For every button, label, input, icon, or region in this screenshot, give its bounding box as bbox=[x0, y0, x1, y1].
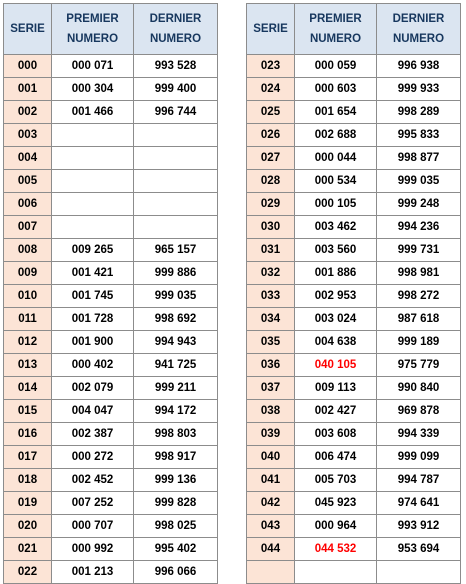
dernier-numero-cell: 999 099 bbox=[377, 446, 461, 469]
serie-cell: 025 bbox=[247, 101, 295, 124]
serie-cell: 016 bbox=[4, 423, 52, 446]
table-row bbox=[247, 446, 461, 469]
premier-numero-cell: 005 703 bbox=[295, 469, 377, 492]
dernier-numero-cell: 987 618 bbox=[377, 308, 461, 331]
premier-numero-cell: 002 427 bbox=[295, 400, 377, 423]
premier-numero-cell: 000 534 bbox=[295, 170, 377, 193]
dernier-numero-cell bbox=[134, 147, 218, 170]
serie-cell: 038 bbox=[247, 400, 295, 423]
table-row bbox=[4, 262, 218, 285]
serie-cell: 008 bbox=[4, 239, 52, 262]
table-row bbox=[4, 423, 218, 446]
serie-cell: 001 bbox=[4, 78, 52, 101]
serie-cell: 041 bbox=[247, 469, 295, 492]
dernier-numero-cell: 998 289 bbox=[377, 101, 461, 124]
table-row bbox=[247, 308, 461, 331]
header-dernier-numero: DERNIER NUMERO bbox=[134, 4, 218, 55]
table-row bbox=[247, 515, 461, 538]
table-row bbox=[4, 446, 218, 469]
serie-cell: 042 bbox=[247, 492, 295, 515]
premier-numero-cell: 001 654 bbox=[295, 101, 377, 124]
dernier-numero-cell: 996 744 bbox=[134, 101, 218, 124]
dernier-numero-cell bbox=[134, 124, 218, 147]
premier-numero-cell bbox=[52, 147, 134, 170]
premier-numero-cell: 004 047 bbox=[52, 400, 134, 423]
table-row bbox=[247, 78, 461, 101]
table-row bbox=[4, 216, 218, 239]
serie-table-right bbox=[246, 3, 461, 584]
serie-cell: 004 bbox=[4, 147, 52, 170]
serie-cell: 015 bbox=[4, 400, 52, 423]
dernier-numero-cell: 998 692 bbox=[134, 308, 218, 331]
serie-cell: 021 bbox=[4, 538, 52, 561]
premier-numero-cell: 009 265 bbox=[52, 239, 134, 262]
header-premier-numero: PREMIER NUMERO bbox=[52, 4, 134, 55]
header-premier-numero: PREMIER NUMERO bbox=[295, 4, 377, 55]
dernier-numero-cell: 994 339 bbox=[377, 423, 461, 446]
serie-cell: 003 bbox=[4, 124, 52, 147]
dernier-numero-cell: 994 172 bbox=[134, 400, 218, 423]
serie-cell: 036 bbox=[247, 354, 295, 377]
dernier-numero-cell: 999 136 bbox=[134, 469, 218, 492]
serie-cell: 005 bbox=[4, 170, 52, 193]
premier-numero-cell: 000 402 bbox=[52, 354, 134, 377]
serie-cell bbox=[247, 561, 295, 584]
serie-table-left bbox=[3, 3, 218, 584]
table-row bbox=[247, 216, 461, 239]
table-row bbox=[4, 492, 218, 515]
table-row bbox=[4, 239, 218, 262]
premier-numero-cell: 001 900 bbox=[52, 331, 134, 354]
serie-cell: 013 bbox=[4, 354, 52, 377]
premier-numero-cell: 001 466 bbox=[52, 101, 134, 124]
serie-cell: 009 bbox=[4, 262, 52, 285]
premier-numero-cell: 003 462 bbox=[295, 216, 377, 239]
serie-cell: 019 bbox=[4, 492, 52, 515]
dernier-numero-cell: 996 938 bbox=[377, 55, 461, 78]
table-row bbox=[247, 285, 461, 308]
table-row bbox=[4, 515, 218, 538]
table-row bbox=[4, 55, 218, 78]
dernier-numero-cell: 999 189 bbox=[377, 331, 461, 354]
table-row bbox=[4, 308, 218, 331]
serie-cell: 026 bbox=[247, 124, 295, 147]
table-row bbox=[247, 331, 461, 354]
premier-numero-cell: 001 745 bbox=[52, 285, 134, 308]
header-serie: SERIE bbox=[4, 4, 52, 55]
premier-numero-cell: 003 560 bbox=[295, 239, 377, 262]
table-row bbox=[247, 423, 461, 446]
serie-cell: 031 bbox=[247, 239, 295, 262]
dernier-numero-cell: 996 066 bbox=[134, 561, 218, 584]
premier-numero-cell: 009 113 bbox=[295, 377, 377, 400]
dernier-numero-cell: 999 886 bbox=[134, 262, 218, 285]
dernier-numero-cell: 999 400 bbox=[134, 78, 218, 101]
dernier-numero-cell: 999 731 bbox=[377, 239, 461, 262]
dernier-numero-cell: 975 779 bbox=[377, 354, 461, 377]
table-row bbox=[247, 124, 461, 147]
table-row bbox=[4, 78, 218, 101]
serie-cell: 022 bbox=[4, 561, 52, 584]
header-row bbox=[4, 4, 218, 55]
dernier-numero-cell: 998 877 bbox=[377, 147, 461, 170]
serie-cell: 014 bbox=[4, 377, 52, 400]
serie-cell: 023 bbox=[247, 55, 295, 78]
premier-numero-cell: 007 252 bbox=[52, 492, 134, 515]
serie-cell: 044 bbox=[247, 538, 295, 561]
table-row bbox=[247, 469, 461, 492]
table-row bbox=[247, 377, 461, 400]
serie-cell: 006 bbox=[4, 193, 52, 216]
table-row bbox=[4, 147, 218, 170]
premier-numero-cell: 004 638 bbox=[295, 331, 377, 354]
serie-cell: 035 bbox=[247, 331, 295, 354]
table-row bbox=[4, 331, 218, 354]
serie-cell: 010 bbox=[4, 285, 52, 308]
dernier-numero-cell: 998 025 bbox=[134, 515, 218, 538]
premier-numero-cell: 045 923 bbox=[295, 492, 377, 515]
dernier-numero-cell: 969 878 bbox=[377, 400, 461, 423]
dernier-numero-cell: 994 236 bbox=[377, 216, 461, 239]
dernier-numero-cell: 999 035 bbox=[134, 285, 218, 308]
premier-numero-cell: 000 304 bbox=[52, 78, 134, 101]
dernier-numero-cell: 993 528 bbox=[134, 55, 218, 78]
table-row bbox=[4, 400, 218, 423]
table-row bbox=[247, 561, 461, 584]
table-row bbox=[4, 538, 218, 561]
premier-numero-cell bbox=[295, 561, 377, 584]
dernier-numero-cell: 999 828 bbox=[134, 492, 218, 515]
dernier-numero-cell: 995 833 bbox=[377, 124, 461, 147]
table-row bbox=[247, 193, 461, 216]
premier-numero-cell: 000 603 bbox=[295, 78, 377, 101]
dernier-numero-cell: 994 787 bbox=[377, 469, 461, 492]
premier-numero-cell: 000 105 bbox=[295, 193, 377, 216]
premier-numero-cell: 001 728 bbox=[52, 308, 134, 331]
premier-numero-cell: 000 992 bbox=[52, 538, 134, 561]
dernier-numero-cell: 941 725 bbox=[134, 354, 218, 377]
premier-numero-cell bbox=[52, 124, 134, 147]
premier-numero-cell: 002 953 bbox=[295, 285, 377, 308]
dernier-numero-cell: 998 981 bbox=[377, 262, 461, 285]
serie-cell: 043 bbox=[247, 515, 295, 538]
dernier-numero-cell: 965 157 bbox=[134, 239, 218, 262]
serie-cell: 024 bbox=[247, 78, 295, 101]
dernier-numero-cell: 994 943 bbox=[134, 331, 218, 354]
serie-cell: 011 bbox=[4, 308, 52, 331]
premier-numero-cell: 002 452 bbox=[52, 469, 134, 492]
table-row bbox=[4, 170, 218, 193]
serie-cell: 033 bbox=[247, 285, 295, 308]
serie-cell: 027 bbox=[247, 147, 295, 170]
premier-numero-cell bbox=[52, 193, 134, 216]
dernier-numero-cell bbox=[377, 561, 461, 584]
table-row bbox=[247, 55, 461, 78]
premier-numero-cell: 044 532 bbox=[295, 538, 377, 561]
header-row bbox=[247, 4, 461, 55]
table-row bbox=[247, 492, 461, 515]
premier-numero-cell: 001 421 bbox=[52, 262, 134, 285]
dernier-numero-cell: 998 803 bbox=[134, 423, 218, 446]
dernier-numero-cell: 990 840 bbox=[377, 377, 461, 400]
table-row bbox=[247, 101, 461, 124]
serie-cell: 037 bbox=[247, 377, 295, 400]
serie-cell: 018 bbox=[4, 469, 52, 492]
premier-numero-cell: 000 071 bbox=[52, 55, 134, 78]
serie-cell: 002 bbox=[4, 101, 52, 124]
dernier-numero-cell: 999 211 bbox=[134, 377, 218, 400]
table-row bbox=[247, 354, 461, 377]
premier-numero-cell: 003 024 bbox=[295, 308, 377, 331]
table-row bbox=[4, 561, 218, 584]
premier-numero-cell: 002 079 bbox=[52, 377, 134, 400]
header-dernier-numero: DERNIER NUMERO bbox=[377, 4, 461, 55]
table-row bbox=[4, 193, 218, 216]
premier-numero-cell: 000 044 bbox=[295, 147, 377, 170]
premier-numero-cell bbox=[52, 170, 134, 193]
dernier-numero-cell bbox=[134, 216, 218, 239]
dernier-numero-cell bbox=[134, 193, 218, 216]
serie-cell: 032 bbox=[247, 262, 295, 285]
serie-cell: 020 bbox=[4, 515, 52, 538]
dernier-numero-cell: 999 248 bbox=[377, 193, 461, 216]
dernier-numero-cell: 998 917 bbox=[134, 446, 218, 469]
table-row bbox=[247, 262, 461, 285]
serie-cell: 034 bbox=[247, 308, 295, 331]
serie-cell: 039 bbox=[247, 423, 295, 446]
premier-numero-cell: 001 886 bbox=[295, 262, 377, 285]
table-row bbox=[247, 400, 461, 423]
table-row bbox=[247, 239, 461, 262]
dernier-numero-cell: 998 272 bbox=[377, 285, 461, 308]
premier-numero-cell: 000 707 bbox=[52, 515, 134, 538]
serie-cell: 028 bbox=[247, 170, 295, 193]
dernier-numero-cell: 953 694 bbox=[377, 538, 461, 561]
table-row bbox=[4, 354, 218, 377]
premier-numero-cell: 000 272 bbox=[52, 446, 134, 469]
dernier-numero-cell: 995 402 bbox=[134, 538, 218, 561]
table-row bbox=[247, 170, 461, 193]
table-row bbox=[247, 538, 461, 561]
serie-cell: 000 bbox=[4, 55, 52, 78]
serie-cell: 030 bbox=[247, 216, 295, 239]
premier-numero-cell: 006 474 bbox=[295, 446, 377, 469]
premier-numero-cell: 002 688 bbox=[295, 124, 377, 147]
serie-cell: 017 bbox=[4, 446, 52, 469]
dernier-numero-cell: 999 933 bbox=[377, 78, 461, 101]
serie-cell: 012 bbox=[4, 331, 52, 354]
table-row bbox=[4, 101, 218, 124]
premier-numero-cell: 040 105 bbox=[295, 354, 377, 377]
table-row bbox=[4, 377, 218, 400]
dernier-numero-cell: 993 912 bbox=[377, 515, 461, 538]
premier-numero-cell: 002 387 bbox=[52, 423, 134, 446]
table-row bbox=[247, 147, 461, 170]
table-row bbox=[4, 124, 218, 147]
serie-cell: 007 bbox=[4, 216, 52, 239]
premier-numero-cell: 000 964 bbox=[295, 515, 377, 538]
header-serie: SERIE bbox=[247, 4, 295, 55]
serie-cell: 029 bbox=[247, 193, 295, 216]
serie-cell: 040 bbox=[247, 446, 295, 469]
dernier-numero-cell: 974 641 bbox=[377, 492, 461, 515]
dernier-numero-cell bbox=[134, 170, 218, 193]
premier-numero-cell bbox=[52, 216, 134, 239]
dernier-numero-cell: 999 035 bbox=[377, 170, 461, 193]
premier-numero-cell: 003 608 bbox=[295, 423, 377, 446]
table-row bbox=[4, 469, 218, 492]
premier-numero-cell: 001 213 bbox=[52, 561, 134, 584]
premier-numero-cell: 000 059 bbox=[295, 55, 377, 78]
table-row bbox=[4, 285, 218, 308]
